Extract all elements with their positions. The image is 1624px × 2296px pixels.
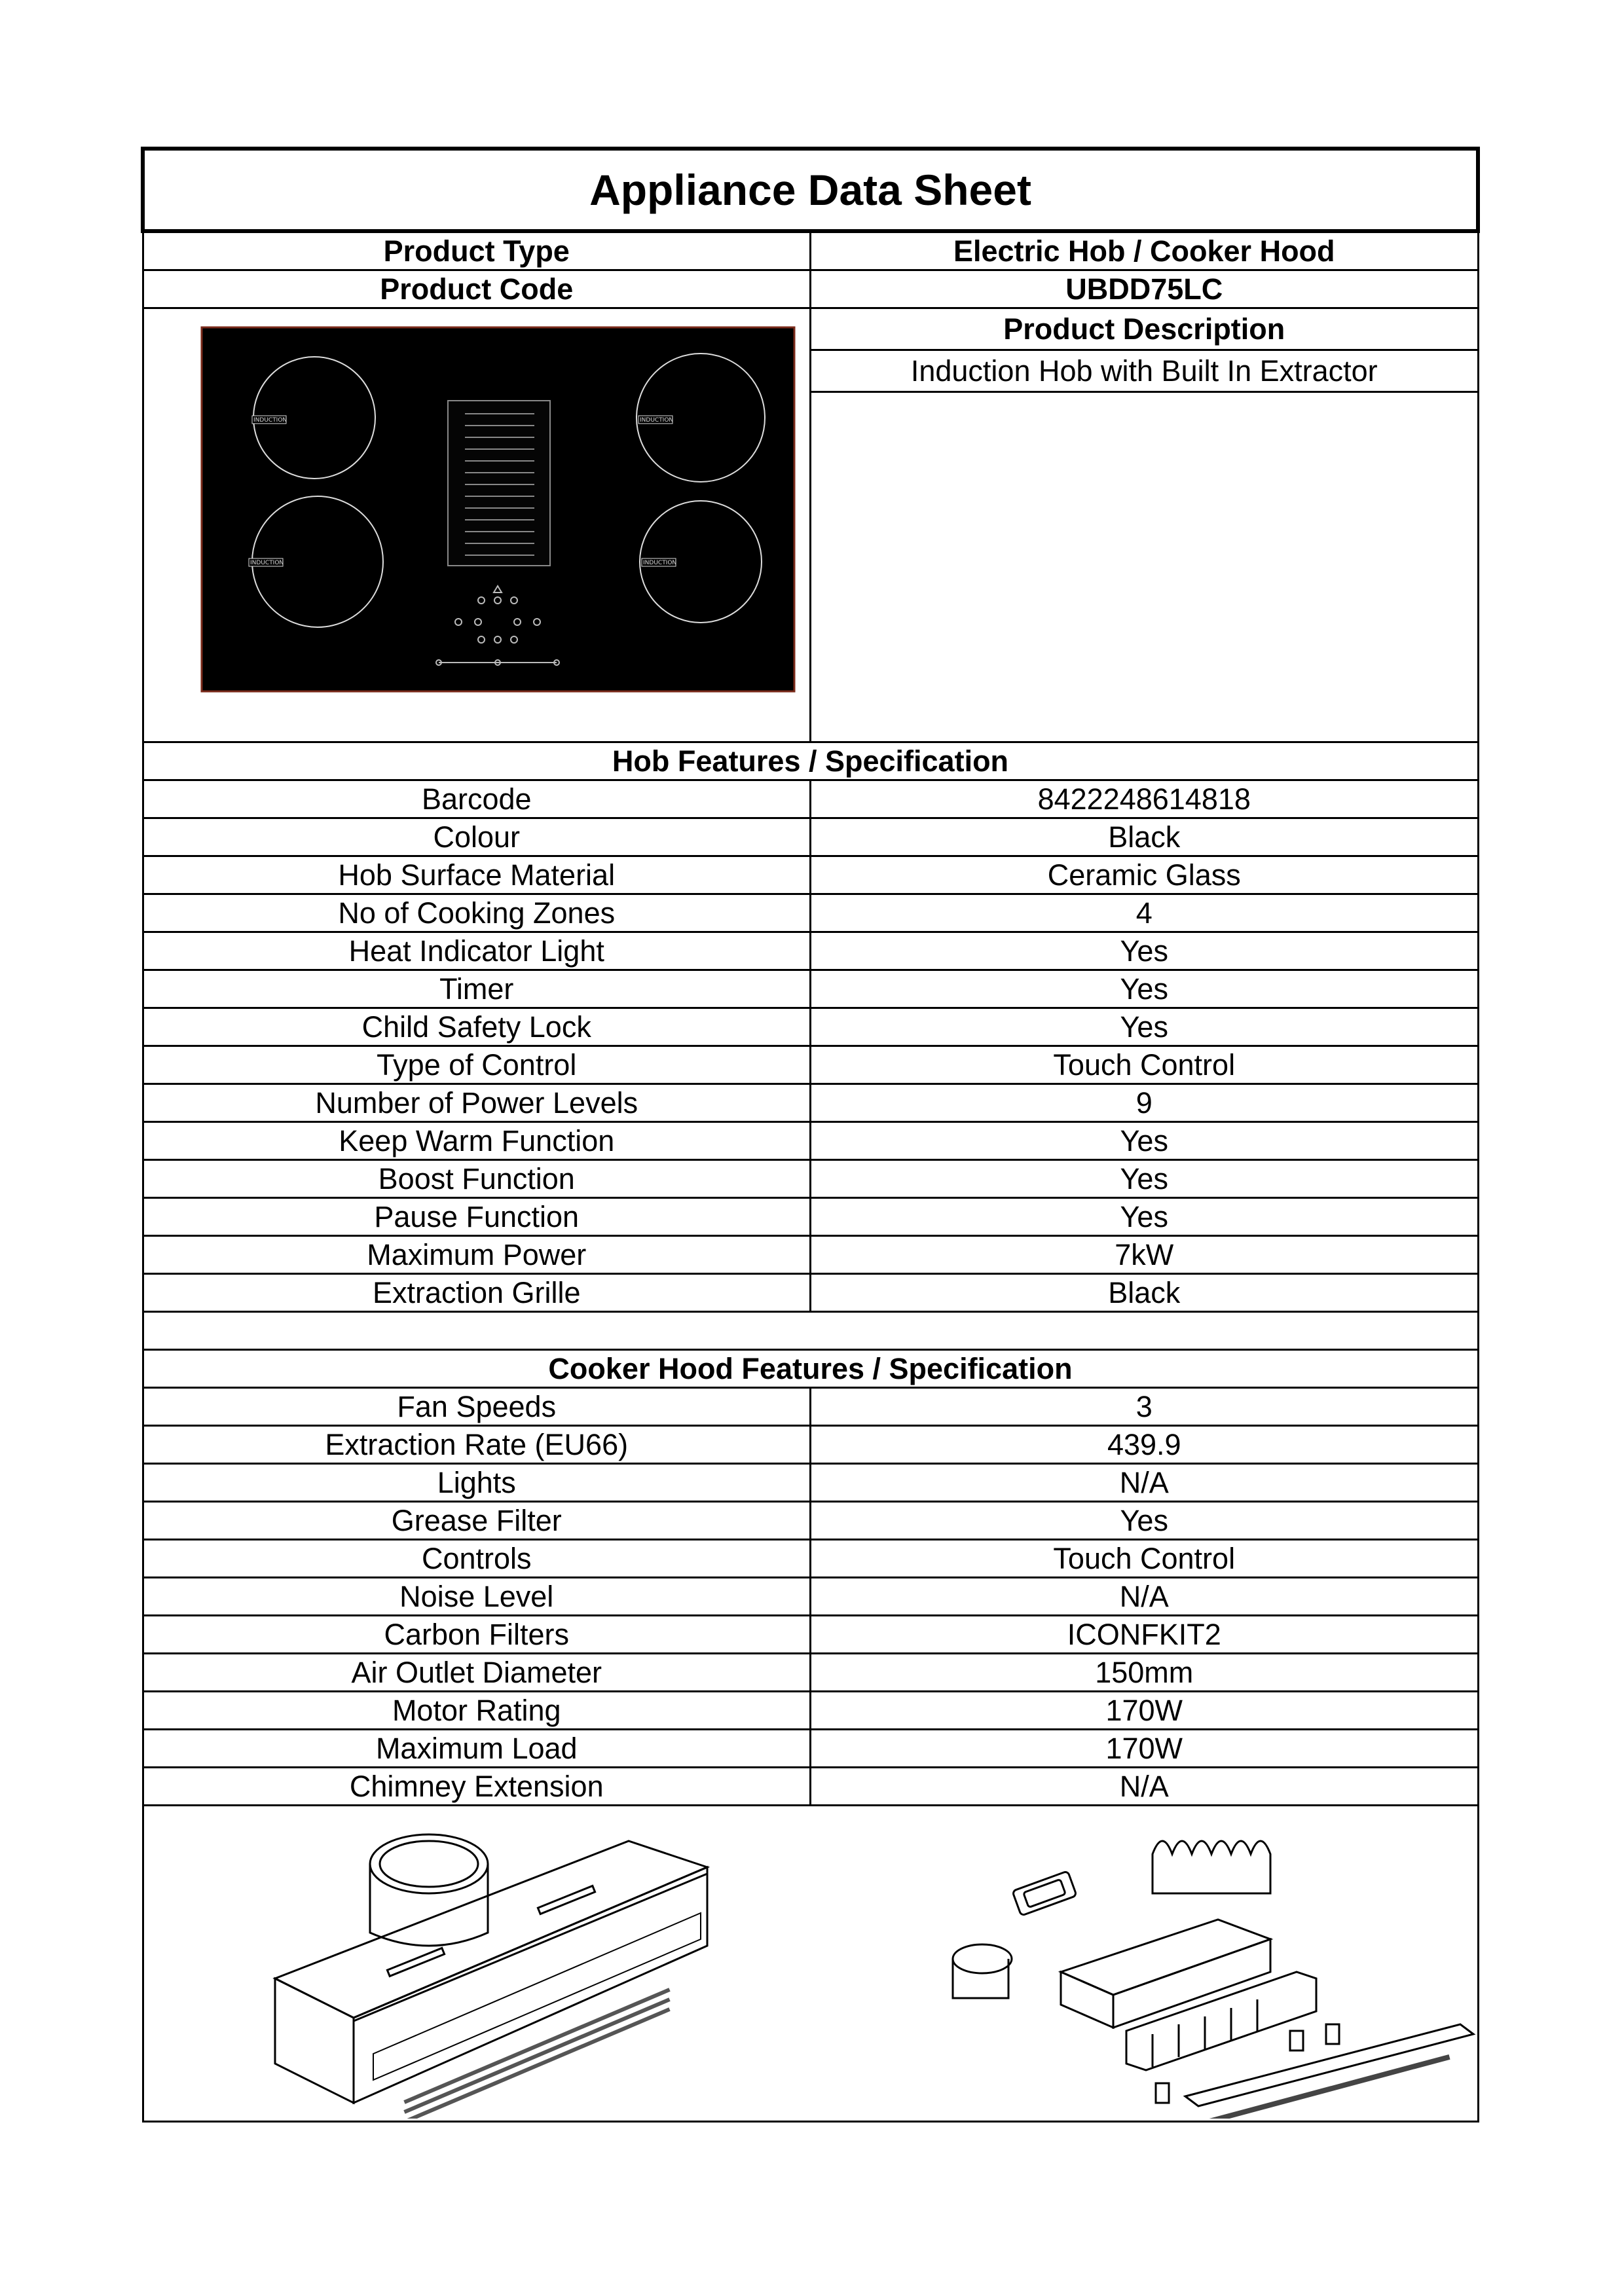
sheet-title: Appliance Data Sheet <box>143 149 1478 231</box>
spec-value: ICONFKIT2 <box>811 1616 1479 1654</box>
spec-label: Carbon Filters <box>143 1616 811 1654</box>
spec-label: Lights <box>143 1464 811 1502</box>
extractor-unit-vents <box>403 1988 670 2119</box>
spec-value: N/A <box>811 1768 1479 1806</box>
spec-value: 9 <box>811 1084 1479 1122</box>
product-code-label: Product Code <box>143 270 811 308</box>
spec-value: Yes <box>811 932 1479 970</box>
spec-label: Maximum Power <box>143 1236 811 1274</box>
spec-value: Ceramic Glass <box>811 856 1479 894</box>
spec-value: Yes <box>811 970 1479 1008</box>
spec-label: Maximum Load <box>143 1730 811 1768</box>
extractor-unit-drawing <box>275 1834 707 2103</box>
spec-label: Controls <box>143 1540 811 1578</box>
spec-label: Extraction Rate (EU66) <box>143 1426 811 1464</box>
spec-value: 170W <box>811 1692 1479 1730</box>
spacer-row <box>143 1312 1478 1350</box>
spec-label: Colour <box>143 818 811 856</box>
spec-label: Noise Level <box>143 1578 811 1616</box>
spec-label: Number of Power Levels <box>143 1084 811 1122</box>
spec-value: Yes <box>811 1008 1479 1046</box>
induction-hob-image <box>144 309 809 741</box>
spec-label: No of Cooking Zones <box>143 894 811 932</box>
spec-value: 170W <box>811 1730 1479 1768</box>
hob-section-title: Hob Features / Specification <box>143 742 1478 780</box>
spec-label: Keep Warm Function <box>143 1122 811 1160</box>
extractor-grille <box>448 401 550 566</box>
spec-label: Heat Indicator Light <box>143 932 811 970</box>
spec-label: Hob Surface Material <box>143 856 811 894</box>
spec-value: N/A <box>811 1464 1479 1502</box>
description-blank <box>811 392 1479 742</box>
data-sheet <box>141 147 1480 2123</box>
spec-label: Barcode <box>143 780 811 818</box>
spec-label: Air Outlet Diameter <box>143 1654 811 1692</box>
spec-label: Pause Function <box>143 1198 811 1236</box>
spec-value: Black <box>811 1274 1479 1312</box>
product-code-value: UBDD75LC <box>811 270 1479 308</box>
description-label: Product Description <box>811 308 1479 350</box>
spec-value: Touch Control <box>811 1540 1479 1578</box>
zone-label-4: INDUCTION <box>642 560 676 566</box>
spec-value: 150mm <box>811 1654 1479 1692</box>
spec-label: Chimney Extension <box>143 1768 811 1806</box>
spec-label: Timer <box>143 970 811 1008</box>
spec-label: Fan Speeds <box>143 1388 811 1426</box>
spec-label: Grease Filter <box>143 1502 811 1540</box>
zone-label-1: INDUCTION <box>253 417 287 424</box>
spec-value: Yes <box>811 1502 1479 1540</box>
spec-value: N/A <box>811 1578 1479 1616</box>
exploded-parts-vents <box>1208 2054 1450 2119</box>
spec-label: Type of Control <box>143 1046 811 1084</box>
product-type-label: Product Type <box>143 231 811 270</box>
spec-value: 4 <box>811 894 1479 932</box>
spec-value: 7kW <box>811 1236 1479 1274</box>
zone-label-3: INDUCTION <box>249 560 284 566</box>
spec-value: Yes <box>811 1160 1479 1198</box>
hob-spec-rows <box>143 780 1478 1312</box>
spec-value: 439.9 <box>811 1426 1479 1464</box>
hood-section-title: Cooker Hood Features / Specification <box>143 1350 1478 1388</box>
hood-spec-rows <box>143 1388 1478 1806</box>
exploded-parts-drawing <box>953 1841 1473 2106</box>
spec-value: Yes <box>811 1198 1479 1236</box>
extractor-drawings-cell <box>143 1806 1478 2122</box>
hob-image-cell <box>143 308 811 742</box>
zone-label-2: INDUCTION <box>639 417 673 424</box>
spec-table <box>141 147 1480 2123</box>
spec-label: Extraction Grille <box>143 1274 811 1312</box>
spec-label: Boost Function <box>143 1160 811 1198</box>
spec-label: Motor Rating <box>143 1692 811 1730</box>
spec-value: Touch Control <box>811 1046 1479 1084</box>
spec-value: 3 <box>811 1388 1479 1426</box>
extractor-drawings <box>144 1808 1479 2119</box>
spec-label: Child Safety Lock <box>143 1008 811 1046</box>
spec-value: Yes <box>811 1122 1479 1160</box>
product-type-value: Electric Hob / Cooker Hood <box>811 231 1479 270</box>
spec-value: 8422248614818 <box>811 780 1479 818</box>
spec-value: Black <box>811 818 1479 856</box>
description-value: Induction Hob with Built In Extractor <box>811 350 1479 392</box>
